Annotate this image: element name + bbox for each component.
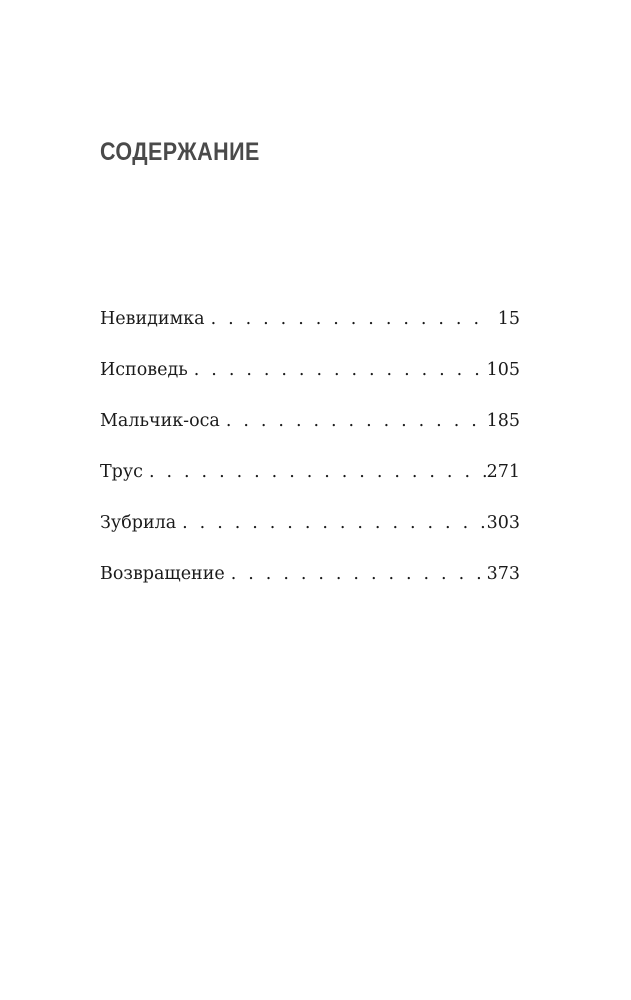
dot-leader xyxy=(176,513,486,533)
toc-entry-nevidimka xyxy=(100,309,520,360)
toc-entry-page: 15 xyxy=(497,309,520,329)
toc-entry-vozvrashchenie xyxy=(100,564,520,615)
toc-entry-title: Мальчик-оса xyxy=(100,411,220,431)
dot-leader xyxy=(220,411,486,431)
toc-entry-title: Исповедь xyxy=(100,360,188,380)
dot-leader xyxy=(225,564,486,584)
toc-entry-title: Зубрила xyxy=(100,513,177,533)
toc-entry-page: 185 xyxy=(486,411,520,431)
toc-entry-page: 271 xyxy=(486,462,520,482)
toc-entry-page: 303 xyxy=(486,513,520,533)
toc-entry-trus xyxy=(100,462,520,513)
toc-entry-ispoved xyxy=(100,360,520,411)
page-title: СОДЕРЖАНИЕ xyxy=(100,138,260,166)
dot-leader xyxy=(143,462,486,482)
toc-entry-title: Возвращение xyxy=(100,564,225,584)
dot-leader xyxy=(205,309,486,329)
toc-entry-title: Невидимка xyxy=(100,309,205,329)
dot-leader xyxy=(188,360,486,380)
toc-entry-title: Трус xyxy=(100,462,143,482)
toc-entry-malchik-osa xyxy=(100,411,520,462)
toc-entry-page: 373 xyxy=(486,564,520,584)
table-of-contents xyxy=(100,309,520,615)
toc-entry-zubrila xyxy=(100,513,520,564)
toc-entry-page: 105 xyxy=(486,360,520,380)
